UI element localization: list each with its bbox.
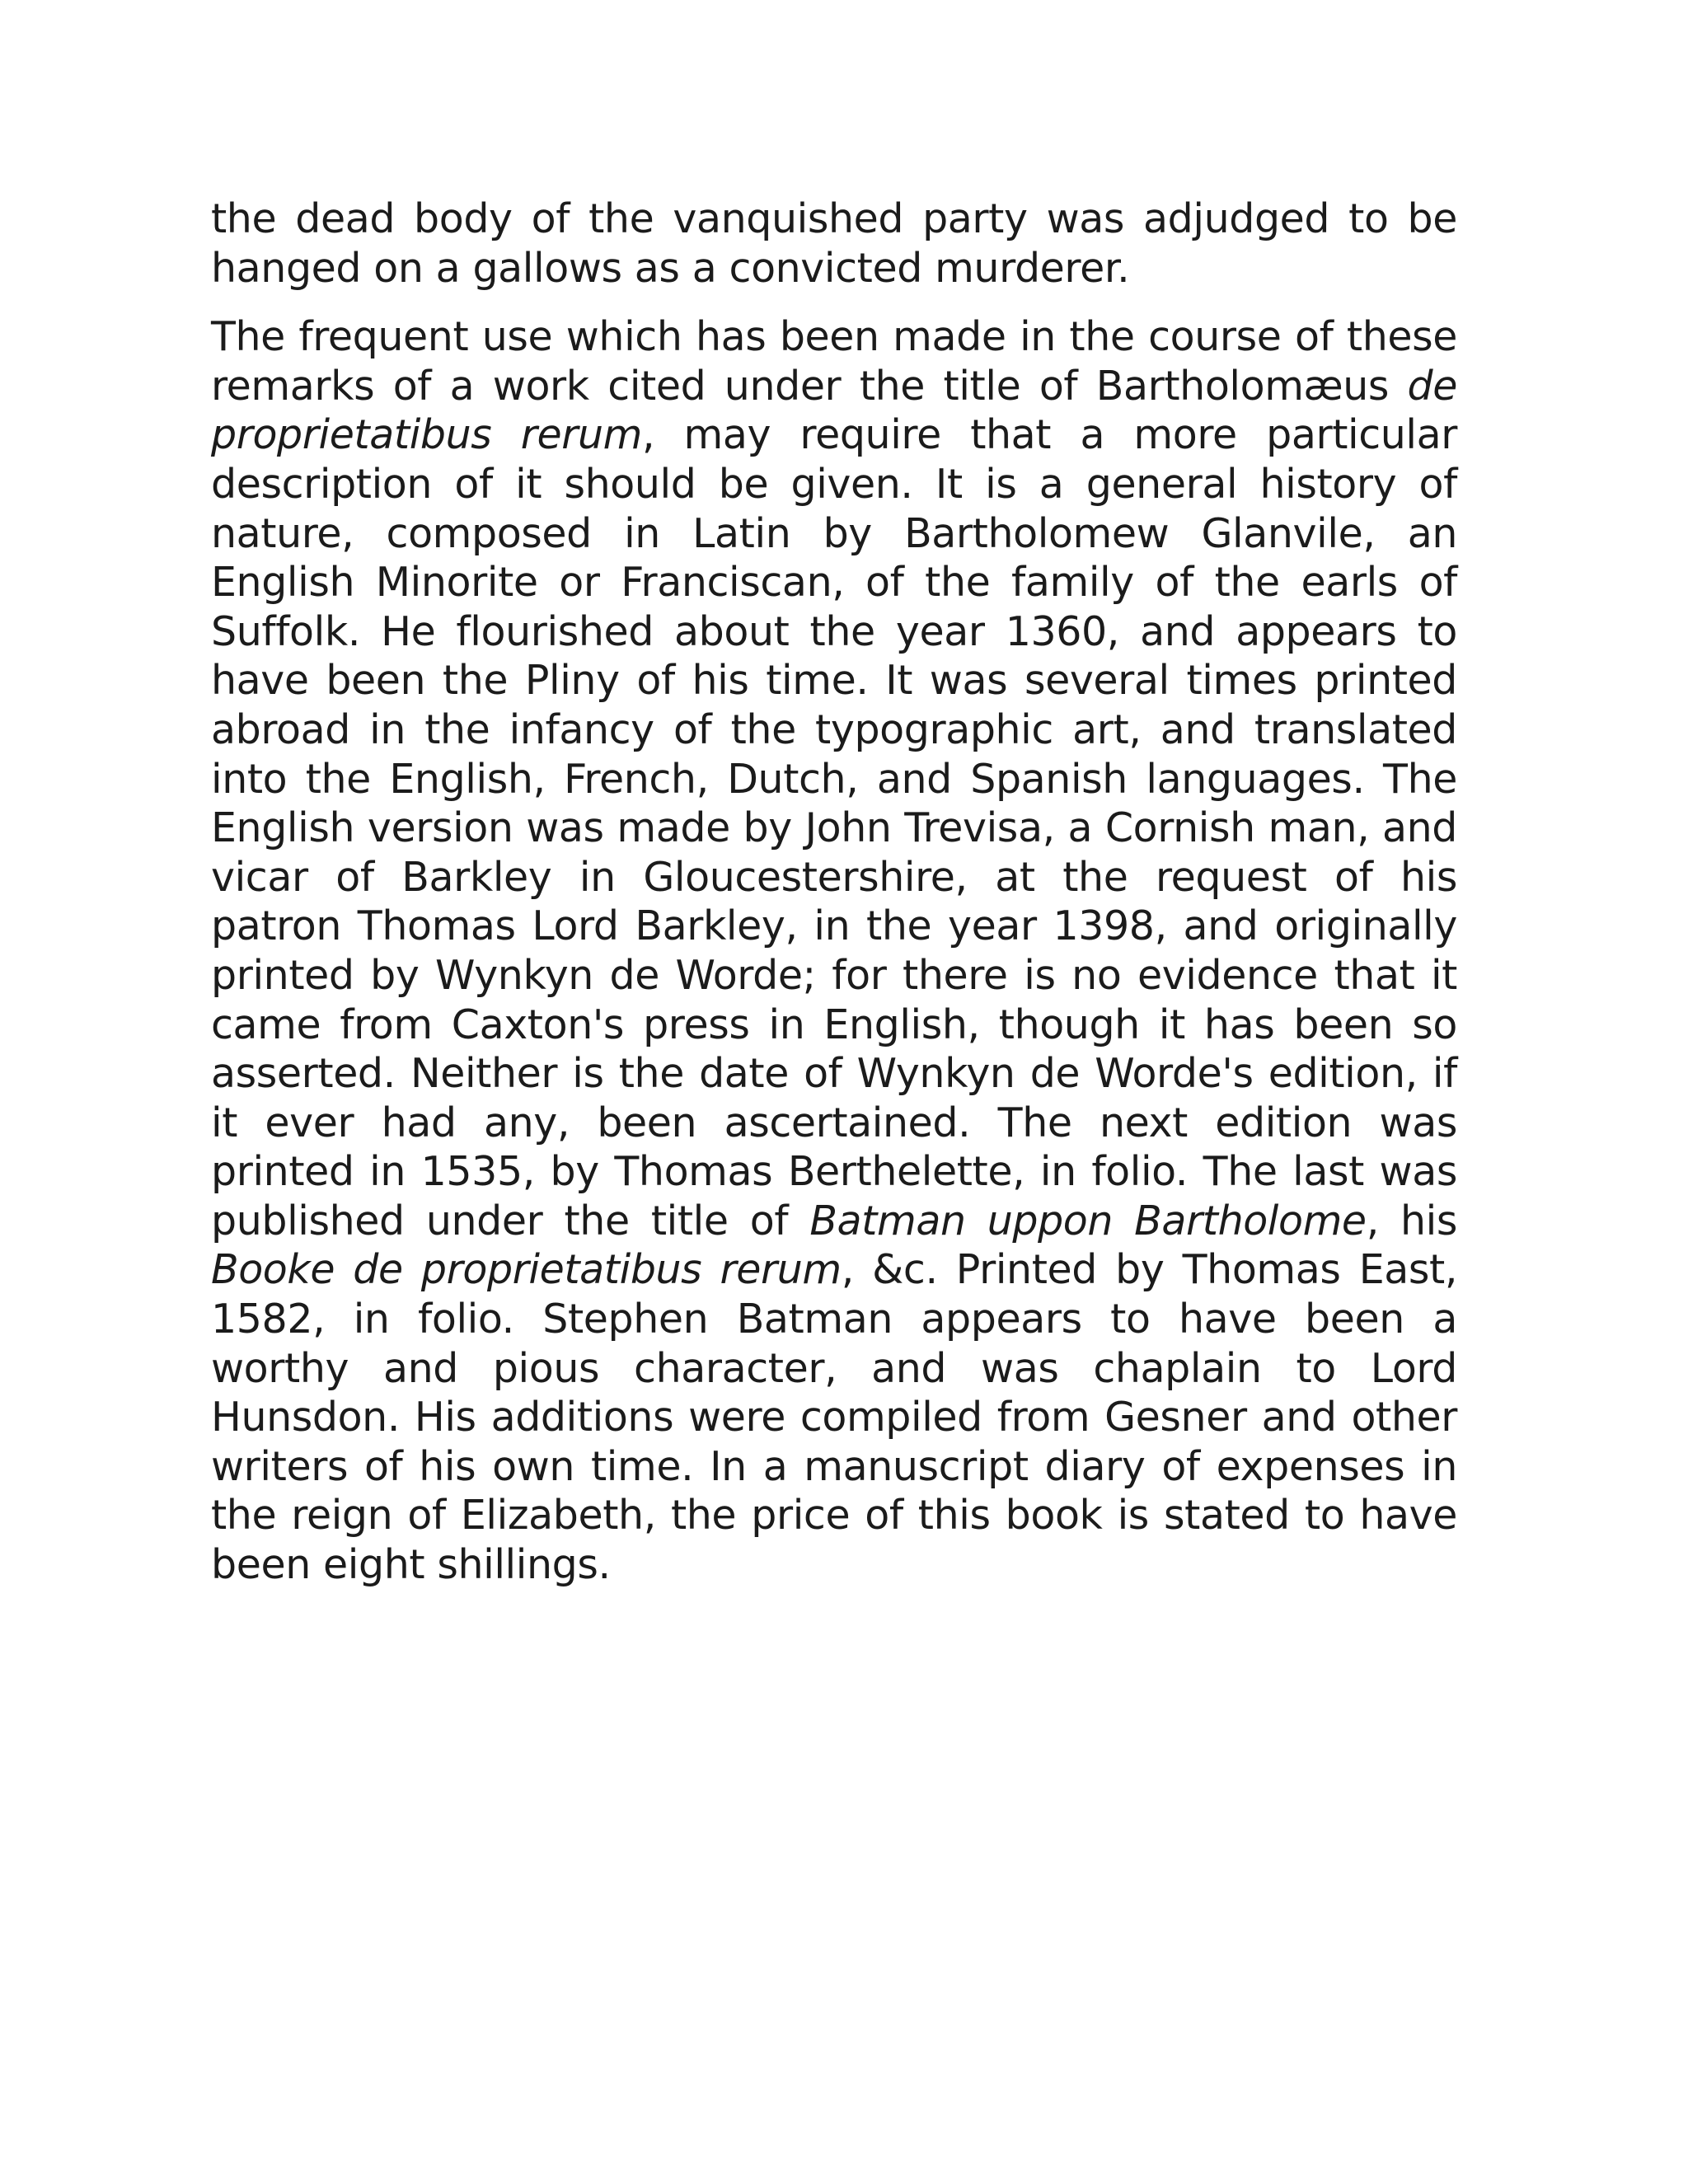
paragraph-gallows [211,194,1457,293]
paragraph-text: , his [1366,1197,1457,1244]
paragraph-text: the dead body of the vanquished party was adjudged to be hanged on a gallows as a convicted murderer. [211,195,1457,292]
document-page [211,194,1457,1590]
italic-title: de proprietatibus rerum [211,362,1457,459]
italic-title: Batman uppon Bartholome [809,1197,1367,1244]
paragraph-text: , may require that a more particular description of it should be given. It is a general history of nature, composed in Latin by Bartholomew Glanvile, an English Minorite or Franciscan, of the family of the earls of Suffolk. He flourished about the year 1360, and appears to have been the Pliny of his time. It was several times printed abroad in the infancy of the typographic art, and translated into the English, French, Dutch, and Spanish languages. The English version was made by John Trevisa, a Cornish man, and vicar of Barkley in Gloucestershire, at the request of his patron Thomas Lord Barkley, in the year 1398, and originally printed by Wynkyn de Worde; for there is no evidence that it came from Caxton's press in English, though it has been so asserted. Neither is the date of Wynkyn de Worde's edition, if it ever had any, been ascertained. The next edition was printed in 1535, by Thomas Berthelette, in folio. The last was published under the title of [211,411,1458,1244]
paragraph-text: The frequent use which has been made in the course of these remarks of a work cited under the title of Bartholomæus [211,313,1457,410]
paragraph-text: , &c. Printed by Thomas East, 1582, in folio. Stephen Batman appears to have been a worthy and pious character, and was chaplain to Lord Hunsdon. His additions were compiled from Gesner and other writers of his own time. In a manuscript diary of expenses in the reign of Elizabeth, the price of this book is stated to have been eight shillings. [211,1246,1457,1589]
paragraph-bartholomaeus [211,312,1457,1589]
italic-title: Booke de proprietatibus rerum [211,1246,842,1294]
